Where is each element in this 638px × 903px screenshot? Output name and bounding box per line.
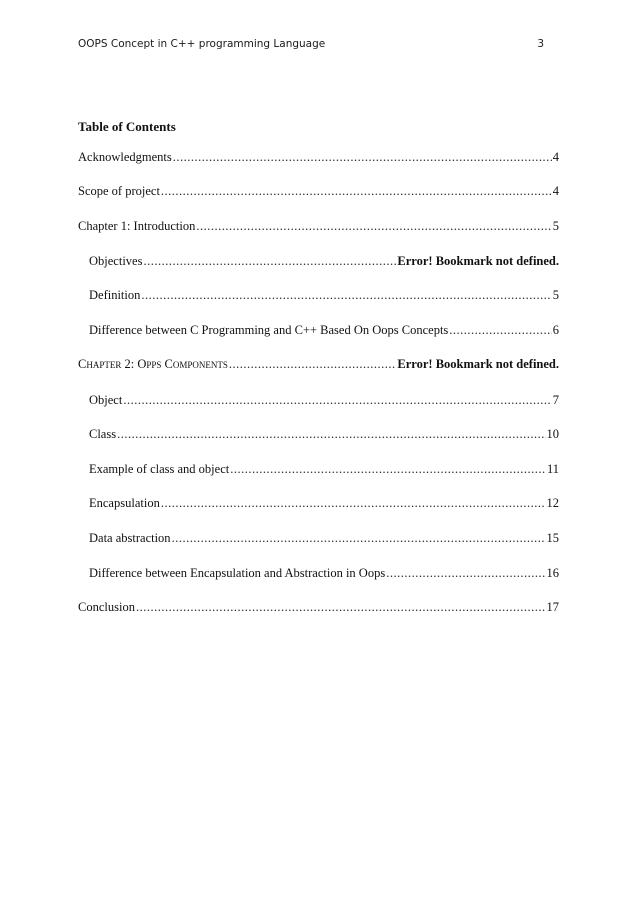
- toc-entry-example-class-object[interactable]: [89, 462, 559, 480]
- toc-leader-dots: [386, 566, 545, 581]
- header-title: OOPS Concept in C++ programming Language: [78, 38, 326, 50]
- toc-heading: Table of Contents: [78, 119, 176, 134]
- toc-entry-label: Scope of project: [78, 184, 160, 198]
- toc-entry-label: Conclusion: [78, 600, 135, 614]
- header-page-number: 3: [537, 38, 544, 50]
- toc-leader-dots: [172, 531, 546, 546]
- toc-entry-page: 6: [552, 323, 559, 337]
- toc-entry-label: Object: [89, 393, 123, 407]
- toc-leader-dots: [449, 323, 551, 338]
- toc-entry-page: 15: [546, 531, 559, 545]
- toc-entry-page: 5: [552, 219, 559, 233]
- toc-entry-label: Example of class and object: [89, 462, 230, 476]
- toc-entry-page: 16: [546, 566, 559, 580]
- toc-entry-object[interactable]: [89, 393, 559, 411]
- toc-entry-definition[interactable]: [89, 288, 559, 306]
- toc-leader-dots: [143, 254, 396, 269]
- toc-entry-page: 5: [552, 288, 559, 302]
- toc-entry-acknowledgments[interactable]: [78, 150, 559, 168]
- toc-leader-dots: [229, 357, 397, 372]
- toc-entry-label: Objectives: [89, 254, 143, 268]
- toc-entry-class[interactable]: [89, 427, 559, 445]
- toc-entry-label: Data abstraction: [89, 531, 171, 545]
- toc-leader-dots: [173, 150, 552, 165]
- toc-entry-difference-encapsulation-abstraction[interactable]: [89, 566, 559, 584]
- toc-entry-page: 4: [552, 184, 559, 198]
- toc-entry-label: Difference between Encapsulation and Abstraction in Oops: [89, 566, 386, 580]
- toc-entry-page: 12: [546, 496, 559, 510]
- toc-leader-dots: [161, 496, 546, 511]
- toc-entry-page: 4: [552, 150, 559, 164]
- toc-entry-conclusion[interactable]: [78, 600, 559, 618]
- toc-entry-label: Encapsulation: [89, 496, 160, 510]
- toc-entry-label: Class: [89, 427, 117, 441]
- toc-entry-page: 7: [552, 393, 559, 407]
- toc-entry-objectives[interactable]: [89, 254, 559, 272]
- toc-leader-dots: [230, 462, 546, 477]
- toc-entry-encapsulation[interactable]: [89, 496, 559, 514]
- toc-entry-page: 10: [546, 427, 559, 441]
- toc-leader-dots: [136, 600, 546, 615]
- toc-entry-label: Acknowledgments: [78, 150, 172, 164]
- toc-entry-label: Difference between C Programming and C++ Based On Oops Concepts: [89, 323, 449, 337]
- toc-entry-label: Chapter 2: Opps Components: [78, 357, 228, 371]
- toc-leader-dots: [161, 184, 552, 199]
- toc-leader-dots: [123, 393, 551, 408]
- toc-entry-page: 11: [546, 462, 559, 476]
- toc-leader-dots: [117, 427, 545, 442]
- toc-leader-dots: [141, 288, 551, 303]
- toc-entry-difference-c-cpp[interactable]: [89, 323, 559, 341]
- toc-entry-page-error: Error! Bookmark not defined.: [397, 254, 559, 268]
- toc-entry-scope-of-project[interactable]: [78, 184, 559, 202]
- toc-entry-chapter-1[interactable]: [78, 219, 559, 237]
- toc-entry-page-error: Error! Bookmark not defined.: [397, 357, 559, 371]
- page-header: [78, 38, 560, 56]
- toc-entry-label: Definition: [89, 288, 141, 302]
- toc-entry-data-abstraction[interactable]: [89, 531, 559, 549]
- toc-leader-dots: [196, 219, 551, 234]
- toc-entry-chapter-2[interactable]: [78, 357, 559, 375]
- toc-entry-page: 17: [546, 600, 559, 614]
- toc-entry-label: Chapter 1: Introduction: [78, 219, 196, 233]
